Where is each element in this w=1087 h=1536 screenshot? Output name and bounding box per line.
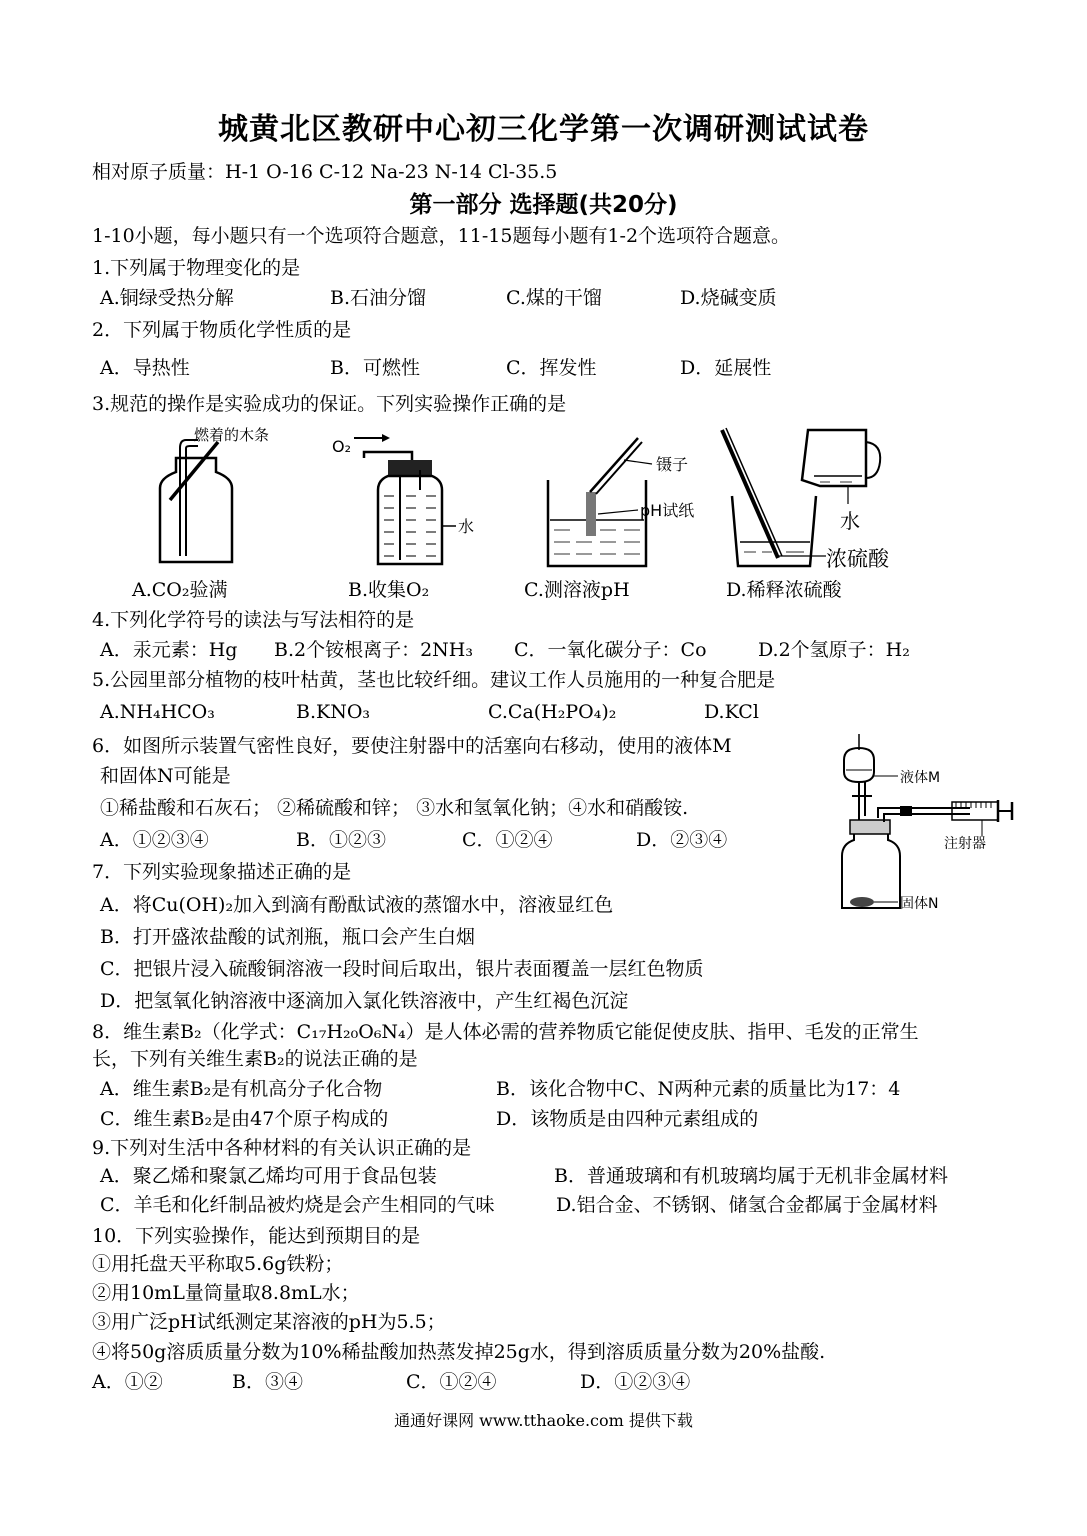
question-2-option-d: D．延展性	[680, 357, 772, 379]
figure-c-paper-label: pH试纸	[640, 501, 695, 520]
question-3-option-a: A.CO₂验满	[132, 579, 228, 601]
question-10-stem: 10．下列实验操作，能达到预期目的是	[92, 1225, 421, 1247]
question-7-stem: 7．下列实验现象描述正确的是	[92, 861, 352, 883]
question-7-option-a: A．将Cu(OH)₂加入到滴有酚酞试液的蒸馏水中，溶液显红色	[100, 894, 614, 916]
question-3-option-b: B.收集O₂	[348, 579, 430, 601]
question-2-stem: 2．下列属于物质化学性质的是	[92, 319, 352, 341]
question-8-stem-line-2: 长，下列有关维生素B₂的说法正确的是	[92, 1048, 418, 1070]
question-4-option-a: A．汞元素：Hg	[100, 639, 238, 661]
question-10-item-1: ①用托盘天平称取5.6g铁粉；	[92, 1253, 344, 1275]
question-8-option-d: D．该物质是由四种元素组成的	[496, 1108, 759, 1130]
figure-liquid-label: 液体M	[900, 770, 941, 786]
question-1-option-d: D.烧碱变质	[680, 287, 777, 309]
figure-d-water-label: 水	[840, 509, 860, 533]
figure-b-gas-label: O₂	[332, 437, 352, 456]
question-3-stem: 3.规范的操作是实验成功的保证。下列实验操作正确的是	[92, 393, 567, 415]
figure-collect-o2	[330, 430, 480, 570]
atomic-mass-note: 相对原子质量：H-1 O-16 C-12 Na-23 N-14 Cl-35.5	[92, 161, 558, 183]
figure-d-acid-label: 浓硫酸	[826, 547, 889, 571]
question-8-option-b: B．该化合物中C、N两种元素的质量比为17：4	[496, 1078, 901, 1100]
question-10-option-b: B．③④	[232, 1371, 303, 1393]
figure-ph-test	[540, 434, 710, 570]
question-6-stem-line-2: 和固体N可能是	[100, 765, 231, 787]
question-9-option-b: B．普通玻璃和有机玻璃均属于无机非金属材料	[554, 1165, 948, 1187]
figure-b-water-label: 水	[458, 517, 475, 536]
question-4-option-b: B.2个铵根离子：2NH₃	[274, 639, 473, 661]
question-1-stem: 1.下列属于物理变化的是	[92, 257, 301, 279]
question-5-option-d: D.KCl	[704, 701, 759, 723]
question-6-option-b: B．①②③	[296, 829, 386, 851]
question-8-option-c: C．维生素B₂是由47个原子构成的	[100, 1108, 389, 1130]
question-5-option-c: C.Ca(H₂PO₄)₂	[488, 701, 617, 723]
question-10-option-d: D．①②③④	[580, 1371, 691, 1393]
question-4-option-d: D.2个氢原子：H₂	[758, 639, 910, 661]
question-9-stem: 9.下列对生活中各种材料的有关认识正确的是	[92, 1137, 472, 1159]
question-9-option-d: D.铝合金、不锈钢、储氢合金都属于金属材料	[556, 1194, 938, 1216]
question-10-item-2: ②用10mL量筒量取8.8mL水；	[92, 1282, 360, 1304]
footer-download-note: 通通好课网 www.tthaoke.com 提供下载	[394, 1411, 693, 1430]
figure-syringe-label: 注射器	[944, 836, 986, 852]
question-7-option-c: C．把银片浸入硫酸铜溶液一段时间后取出，银片表面覆盖一层红色物质	[100, 958, 704, 980]
instructions: 1-10小题，每小题只有一个选项符合题意，11-15题每小题有1-2个选项符合题意。	[92, 225, 791, 247]
question-4-option-c: C．一氧化碳分子：Co	[514, 639, 707, 661]
figure-syringe-apparatus	[834, 730, 1024, 920]
question-5-option-a: A.NH₄HCO₃	[100, 701, 215, 723]
question-2-option-b: B．可燃性	[330, 357, 420, 379]
section-title: 第一部分 选择题(共20分)	[409, 192, 678, 218]
question-6-stem-line-1: 6．如图所示装置气密性良好，要使注射器中的活塞向右移动，使用的液体M	[92, 735, 732, 757]
question-10-item-4: ④将50g溶质质量分数为10%稀盐酸加热蒸发掉25g水，得到溶质质量分数为20%盐酸.	[92, 1341, 826, 1363]
page-title: 城黄北区教研中心初三化学第一次调研测试试卷	[218, 112, 869, 147]
question-6-option-d: D．②③④	[636, 829, 728, 851]
question-3-option-c: C.测溶液pH	[524, 579, 630, 601]
question-10-option-a: A．①②	[92, 1371, 163, 1393]
question-9-option-a: A．聚乙烯和聚氯乙烯均可用于食品包装	[100, 1165, 437, 1187]
question-8-stem-line-1: 8．维生素B₂（化学式：C₁₇H₂₀O₆N₄）是人体必需的营养物质它能促使皮肤、指甲、毛发的正常生	[92, 1021, 919, 1043]
figure-co2-test	[140, 420, 270, 570]
question-6-items: ①稀盐酸和石灰石； ②稀硫酸和锌； ③水和氢氧化钠；④水和硝酸铵.	[100, 797, 689, 819]
figure-dilute-acid	[716, 424, 916, 570]
question-5-option-b: B.KNO₃	[296, 701, 371, 723]
question-3-option-d: D.稀释浓硫酸	[726, 579, 842, 601]
figure-solid-label: 固体N	[900, 896, 939, 912]
question-4-stem: 4.下列化学符号的读法与写法相符的是	[92, 609, 415, 631]
question-6-option-c: C．①②④	[462, 829, 553, 851]
question-2-option-c: C．挥发性	[506, 357, 597, 379]
question-1-option-b: B.石油分馏	[330, 287, 427, 309]
figure-c-tweezers-label: 镊子	[656, 455, 689, 474]
question-6-option-a: A．①②③④	[100, 829, 209, 851]
question-2-option-a: A．导热性	[100, 357, 190, 379]
question-5-stem: 5.公园里部分植物的枝叶枯黄，茎也比较纤细。建议工作人员施用的一种复合肥是	[92, 669, 776, 691]
question-9-option-c: C．羊毛和化纤制品被灼烧是会产生相同的气味	[100, 1194, 495, 1216]
question-1-option-a: A.铜绿受热分解	[100, 287, 234, 309]
question-7-option-b: B．打开盛浓盐酸的试剂瓶，瓶口会产生白烟	[100, 926, 475, 948]
question-10-item-3: ③用广泛pH试纸测定某溶液的pH为5.5；	[92, 1311, 446, 1333]
question-1-option-c: C.煤的干馏	[506, 287, 602, 309]
question-10-option-c: C．①②④	[406, 1371, 497, 1393]
question-8-option-a: A．维生素B₂是有机高分子化合物	[100, 1078, 383, 1100]
figure-a-label: 燃着的木条	[194, 426, 270, 444]
question-7-option-d: D．把氢氧化钠溶液中逐滴加入氯化铁溶液中，产生红褐色沉淀	[100, 990, 629, 1012]
